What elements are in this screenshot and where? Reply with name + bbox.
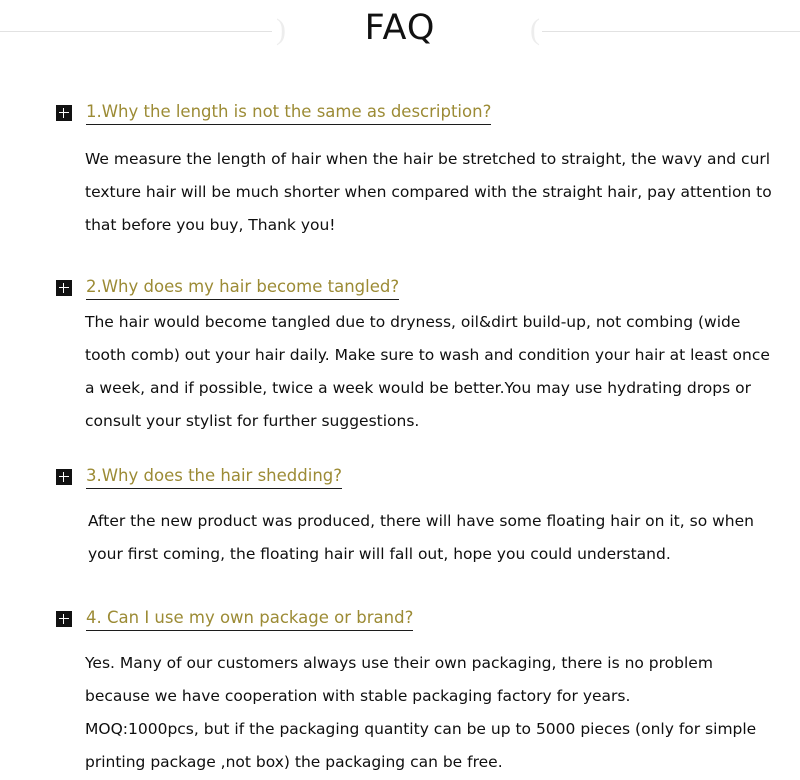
faq-answer-text: We measure the length of hair when the hair be stretched to straight, the wavy and curl texture hair will be much shorter when compared with the straight hair, pay attention to that before you buy, Thank you! [85,150,772,234]
faq-answer-text: The hair would become tangled due to dryness, oil&dirt build-up, not combing (wide tooth comb) out your hair daily. Make sure to wash and condition your hair at least once a week, and if possible, twice a week would be better.You may use hydrating drops or consult your stylist for further suggestions. [85,313,770,430]
plus-icon[interactable] [56,105,72,121]
faq-question-label[interactable]: 3.Why does the hair shedding? [86,466,342,489]
faq-item [0,277,800,438]
header-bracket-right-icon: ( [530,13,540,46]
header-rule-right [542,31,800,32]
plus-icon[interactable] [56,611,72,627]
faq-answer-text: Yes. Many of our customers always use their own packaging, there is no problem because we have cooperation with stable packaging factory for years. [85,654,713,705]
faq-item [0,102,800,242]
faq-item [0,466,800,571]
faq-question-row[interactable] [0,466,800,489]
header-bracket-left-icon: ) [276,13,286,46]
faq-question-row[interactable] [0,102,800,125]
faq-answer-text: After the new product was produced, there will have some floating hair on it, so when your first coming, the floating hair will fall out, hope you could understand. [88,512,754,563]
page-title: FAQ [364,8,436,48]
faq-question-label[interactable]: 1.Why the length is not the same as description? [86,102,491,125]
faq-question-row[interactable] [0,608,800,631]
faq-header [0,0,800,62]
faq-answer-text: MOQ:1000pcs, but if the packaging quantity can be up to 5000 pieces (only for simple printing package ,not box) the packaging can be free. [85,720,757,771]
faq-list [0,102,800,779]
faq-item [0,608,800,779]
faq-question-label[interactable]: 2.Why does my hair become tangled? [86,277,399,300]
faq-question-label[interactable]: 4. Can I use my own package or brand? [86,608,413,631]
plus-icon[interactable] [56,280,72,296]
plus-icon[interactable] [56,469,72,485]
faq-question-row[interactable] [0,277,800,300]
